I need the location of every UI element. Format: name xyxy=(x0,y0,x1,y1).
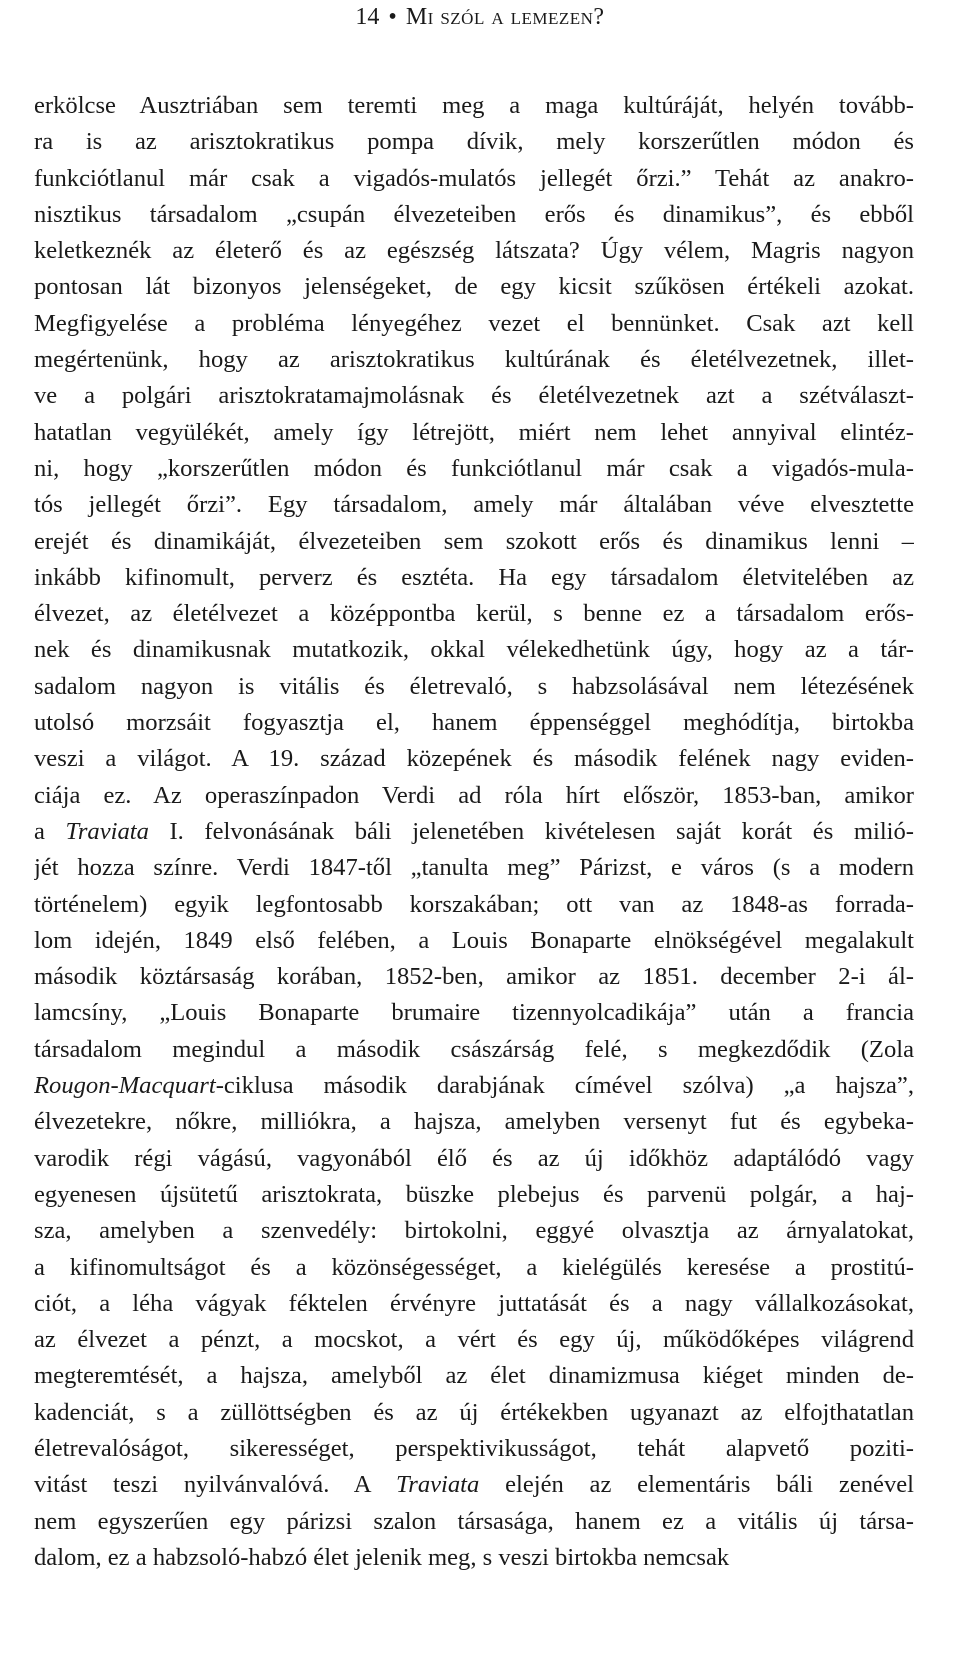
text-segment: történelem) egyik legfontosabb korszakában; ott van az 1848-as forrada- xyxy=(34,890,914,918)
running-title: Mi szól a lemezen? xyxy=(405,4,605,30)
text-segment: lom idején, 1849 első felében, a Louis Bonaparte elnökségével megalakult xyxy=(34,926,914,954)
text-line xyxy=(34,1322,914,1358)
text-line xyxy=(34,814,914,850)
text-segment: a kifinomultságot és a közönségességet, a kielégülés keresése a prostitú- xyxy=(34,1253,914,1281)
text-line xyxy=(34,1395,914,1431)
page-number: 14 xyxy=(355,4,380,30)
text-line xyxy=(34,124,914,160)
text-segment: nek és dinamikusnak mutatkozik, okkal vélekedhetünk úgy, hogy az a tár- xyxy=(34,636,914,664)
text-segment: tós jellegét őrzi”. Egy társadalom, amely már általában véve elvesztette xyxy=(34,491,914,519)
text-segment: ve a polgári arisztokratamajmolásnak és életélvezetnek azt a szétválaszt- xyxy=(34,382,914,410)
text-segment: utolsó morzsáit fogyasztja el, hanem éppenséggel meghódítja, birtokba xyxy=(34,709,914,737)
text-line xyxy=(34,88,914,124)
text-segment: jét hozza színre. Verdi 1847-től „tanulta meg” Párizst, e város (s a modern xyxy=(34,854,914,882)
text-line xyxy=(34,596,914,632)
italic-title: Traviata xyxy=(65,817,149,845)
text-line xyxy=(34,850,914,886)
text-line xyxy=(34,342,914,378)
text-segment: nisztikus társadalom „csupán élvezeteiben erős és dinamikus”, és ebből xyxy=(34,200,914,228)
text-segment: pontosan lát bizonyos jelenségeket, de egy kicsit szűkösen értékeli azokat. xyxy=(34,273,914,301)
text-line xyxy=(34,1250,914,1286)
text-line xyxy=(34,632,914,668)
text-segment: dalom, ez a habzsoló-habzó élet jelenik meg, s veszi birtokba nemcsak xyxy=(34,1543,730,1571)
body-text xyxy=(34,88,914,1576)
text-segment: vitást teszi nyilvánvalóvá. A xyxy=(34,1471,396,1499)
italic-title: Traviata xyxy=(395,1471,480,1499)
text-segment: elején az elementáris báli zenével xyxy=(479,1471,914,1499)
text-line xyxy=(34,1504,914,1540)
text-segment: ni, hogy „korszerűtlen módon és funkciótlanul már csak a vigadós-mula- xyxy=(34,454,914,482)
text-line xyxy=(34,524,914,560)
text-segment: hatatlan vegyülékét, amely így létrejött, miért nem lehet annyival elintéz- xyxy=(34,418,914,446)
running-header xyxy=(0,2,960,32)
text-segment: -ciklusa második darabjának címével szólva) „a hajsza”, xyxy=(215,1072,914,1100)
text-line xyxy=(34,1213,914,1249)
text-segment: erkölcse Ausztriában sem teremti meg a maga kultúráját, helyén tovább- xyxy=(34,92,914,119)
text-line xyxy=(34,1068,914,1104)
text-segment: élvezetekre, nőkre, milliókra, a hajsza, amelyben versenyt fut és egybeka- xyxy=(34,1108,914,1136)
text-segment: második köztársaság korában, 1852-ben, amikor az 1851. december 2-i ál- xyxy=(34,963,914,991)
text-line xyxy=(34,1540,914,1576)
italic-title: Rougon-Macquart xyxy=(34,1072,216,1100)
text-line xyxy=(34,415,914,451)
text-segment: funkciótlanul már csak a vigadós-mulatós jellegét őrzi.” Tehát az anakro- xyxy=(34,164,914,192)
text-segment: a xyxy=(34,817,66,845)
text-line xyxy=(34,451,914,487)
text-line xyxy=(34,1286,914,1322)
text-segment: ciót, a léha vágyak féktelen érvényre juttatását és a nagy vállalkozásokat, xyxy=(34,1289,914,1317)
text-line xyxy=(34,741,914,777)
text-segment: nem egyszerűen egy párizsi szalon társasága, hanem ez a vitális új társa- xyxy=(34,1507,914,1535)
text-line xyxy=(34,669,914,705)
text-line xyxy=(34,1141,914,1177)
text-segment: életrevalóságot, sikerességet, perspektivikusságot, tehát alapvető poziti- xyxy=(34,1434,914,1462)
text-line xyxy=(34,197,914,233)
text-segment: I. felvonásának báli jelenetében kivételesen saját korát és milió- xyxy=(148,817,914,845)
text-line xyxy=(34,1358,914,1394)
text-line xyxy=(34,1177,914,1213)
text-segment: keletkeznék az életerő és az egészség látszata? Úgy vélem, Magris nagyon xyxy=(34,237,914,265)
text-line xyxy=(34,161,914,197)
text-segment: varodik régi vágású, vagyonából élő és az új időkhöz adaptálódó vagy xyxy=(34,1144,914,1172)
text-line xyxy=(34,959,914,995)
text-line xyxy=(34,923,914,959)
text-segment: társadalom megindul a második császárság felé, s megkezdődik (Zola xyxy=(34,1035,914,1063)
text-line xyxy=(34,1467,914,1503)
text-line xyxy=(34,306,914,342)
text-segment: inkább kifinomult, perverz és esztéta. Ha egy társadalom életvitelében az xyxy=(34,563,914,591)
text-segment: megteremtését, a hajsza, amelyből az élet dinamizmusa kiéget minden de- xyxy=(34,1362,914,1390)
text-line xyxy=(34,1104,914,1140)
text-line xyxy=(34,705,914,741)
text-line xyxy=(34,995,914,1031)
text-segment: kadenciát, s a züllöttségben és az új értékekben ugyanazt az elfojthatatlan xyxy=(34,1398,914,1426)
text-segment: lamcsíny, „Louis Bonaparte brumaire tizennyolcadikája” után a francia xyxy=(34,999,914,1027)
text-line xyxy=(34,778,914,814)
text-segment: erejét és dinamikáját, élvezeteiben sem szokott erős és dinamikus lenni – xyxy=(34,527,914,555)
text-segment: ciája ez. Az operaszínpadon Verdi ad róla hírt először, 1853-ban, amikor xyxy=(34,781,914,809)
text-segment: sadalom nagyon is vitális és életrevaló, s habzsolásával nem létezésének xyxy=(34,672,914,700)
text-segment: sza, amelyben a szenvedély: birtokolni, eggyé olvasztja az árnyalatokat, xyxy=(34,1217,914,1245)
text-segment: élvezet, az életélvezet a középpontba kerül, s benne ez a társadalom erős- xyxy=(34,600,914,628)
bullet-separator: • xyxy=(388,4,397,30)
text-line xyxy=(34,1431,914,1467)
text-line xyxy=(34,1032,914,1068)
text-line xyxy=(34,378,914,414)
text-line xyxy=(34,233,914,269)
text-line xyxy=(34,887,914,923)
text-line xyxy=(34,487,914,523)
text-segment: megértenünk, hogy az arisztokratikus kultúrának és életélvezetnek, illet- xyxy=(34,346,914,374)
text-line xyxy=(34,269,914,305)
text-segment: veszi a világot. A 19. század közepének és második felének nagy eviden- xyxy=(34,745,914,773)
text-segment: Megfigyelése a probléma lényegéhez vezet el bennünket. Csak azt kell xyxy=(34,309,914,337)
text-segment: egyenesen újsütetű arisztokrata, büszke plebejus és parvenü polgár, a haj- xyxy=(34,1180,914,1208)
text-segment: az élvezet a pénzt, a mocskot, a vért és egy új, működőképes világrend xyxy=(34,1326,914,1354)
text-line xyxy=(34,560,914,596)
text-segment: ra is az arisztokratikus pompa dívik, mely korszerűtlen módon és xyxy=(34,128,914,156)
